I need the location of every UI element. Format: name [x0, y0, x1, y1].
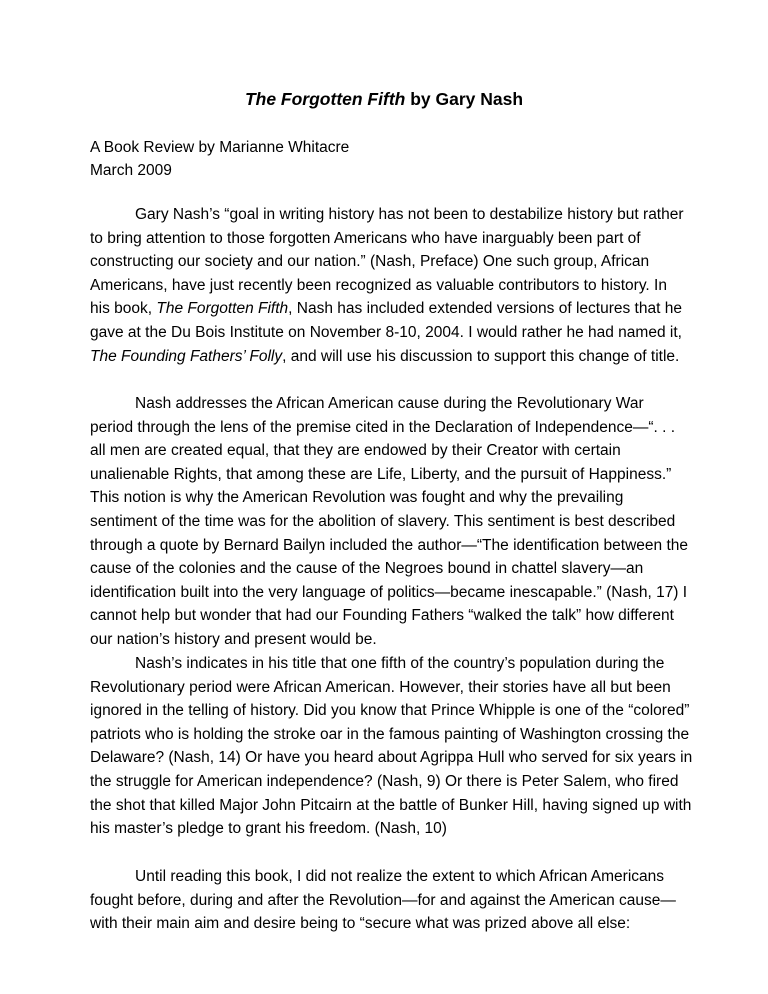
text-line [90, 345, 690, 369]
text-line: gave at the Du Bois Institute on November 8-10, 2004. I would rather he had named it, [90, 323, 682, 341]
text-line: Gary Nash’s “goal in writing history has not been to destabilize history but rather [135, 206, 684, 223]
italic-alt-title: The Founding Fathers’ Folly [90, 347, 283, 365]
review-meta [90, 136, 349, 182]
text-run: , Nash has included extended versions of lectures that he [288, 300, 682, 318]
text-line: unalienable Rights, that among these are Life, Liberty, and the pursuit of Happiness.” [90, 465, 672, 483]
paragraph-4 [90, 865, 690, 936]
paragraph-3 [90, 652, 693, 841]
review-byline: A Book Review by Marianne Whitacre [90, 139, 350, 156]
text-line: patriots who is holding the stroke oar in the famous painting of Washington crossing the [90, 725, 690, 743]
text-line: period through the lens of the premise cited in the Declaration of Independence—“. . . [90, 418, 676, 436]
text-line: constructing our society and our nation.” (Nash, Preface) One such group, African [90, 253, 650, 271]
text-line: ignored in the telling of history. Did you know that Prince Whipple is one of the “colored” [90, 702, 690, 720]
book-title: The Forgotten Fifth [244, 89, 406, 109]
document-title [0, 88, 768, 110]
text-line: sentiment of the time was for the abolition of slavery. This sentiment is best described [90, 512, 676, 530]
text-line: This notion is why the American Revolution was fought and why the prevailing [90, 489, 624, 507]
paragraph-1 [90, 203, 690, 368]
text-line: our nation’s history and present would be. [90, 630, 377, 648]
text-line: Americans, have just recently been recognized as valuable contributors to history. In [90, 276, 667, 294]
text-line: cause of the colonies and the cause of the Negroes bound in chattel slavery—an [90, 560, 644, 578]
text-line: through a quote by Bernard Bailyn included the author—“The identification between the [90, 536, 688, 554]
text-line: his master’s pledge to grant his freedom. (Nash, 10) [90, 820, 447, 838]
text-line: Delaware? (Nash, 14) Or have you heard about Agrippa Hull who served for six years in [90, 749, 693, 767]
text-line: identification built into the very language of politics—became inescapable.” (Nash, 17) I [90, 583, 688, 601]
italic-book-title: The Forgotten Fifth [156, 300, 289, 318]
text-line: Nash’s indicates in his title that one fifth of the country’s population during the [135, 655, 665, 672]
text-line: Until reading this book, I did not realize the extent to which African Americans [135, 868, 665, 885]
text-line: to bring attention to those forgotten Americans who have inarguably been part of [90, 229, 641, 247]
title-author: by Gary Nash [405, 89, 524, 109]
review-date: March 2009 [90, 162, 172, 179]
text-line: fought before, during and after the Revolution—for and against the American cause— [90, 891, 676, 909]
text-line: all men are created equal, that they are endowed by their Creator with certain [90, 442, 621, 460]
text-line: cannot help but wonder that had our Founding Fathers “walked the talk” how different [90, 607, 674, 625]
text-line: with their main aim and desire being to “secure what was prized above all else: [90, 915, 631, 933]
text-line: the shot that killed Major John Pitcairn at the battle of Bunker Hill, having signed up with [90, 796, 692, 814]
text-line: the struggle for American independence? (Nash, 9) Or there is Peter Salem, who fired [90, 772, 679, 790]
text-run: , and will use his discussion to support this change of title. [282, 347, 680, 365]
text-line: Revolutionary period were African American. However, their stories have all but been [90, 678, 671, 696]
paragraph-2 [90, 392, 690, 652]
text-line [90, 297, 690, 321]
text-run: his book, [90, 300, 157, 318]
text-line: Nash addresses the African American cause during the Revolutionary War [135, 395, 644, 412]
